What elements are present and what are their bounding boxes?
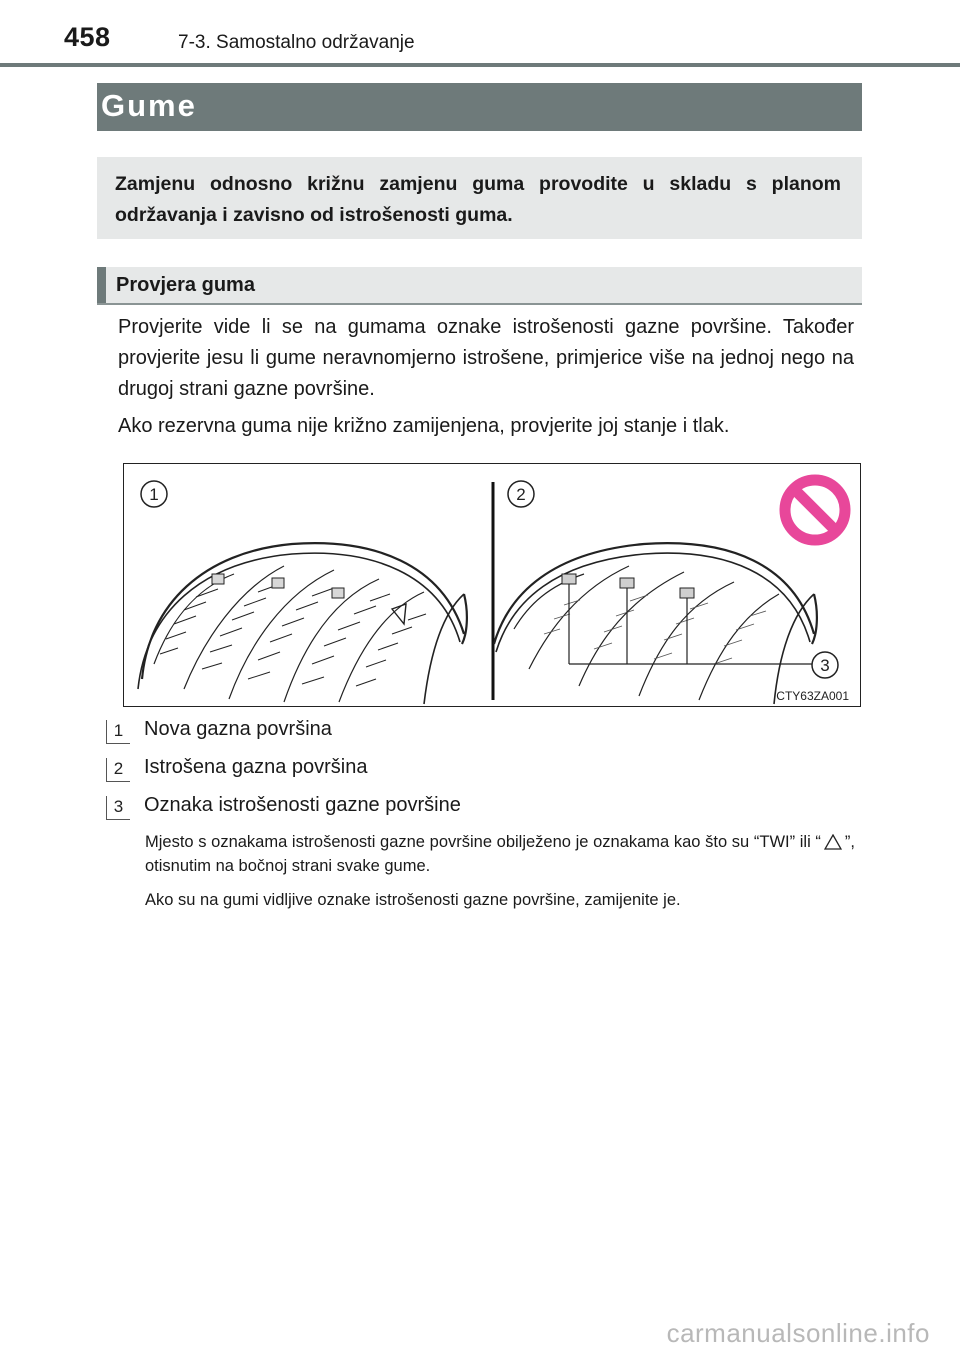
legend-item [104,716,864,754]
chapter-title-bar [97,83,862,131]
note-replace-tire: Ako su na gumi vidljive oznake istrošenosti gazne površine, zamijenite je. [145,891,681,909]
note-twi-location [145,830,855,878]
body-text [118,312,854,448]
worn-tread-tire-drawing [494,543,817,704]
legend-number: 1 [106,720,130,744]
new-tread-tire-drawing [138,543,467,704]
callout-3-label: 3 [820,656,830,675]
watermark: carmanualsonline.info [666,1318,930,1348]
callout-1-label: 1 [149,485,159,504]
legend-text: Oznaka istrošenosti gazne površine [144,794,461,816]
subsection-heading [97,267,862,305]
legend-number: 2 [106,758,130,782]
tire-illustration [123,463,861,707]
legend-number: 3 [106,796,130,820]
callout-3 [812,652,838,678]
callout-2 [508,481,534,507]
header-divider [0,63,960,67]
page-title: Gume [101,88,197,123]
note-text-end: ”, otisnutim na bočnoj strani svake gume. [145,833,855,875]
triangle-mark-icon [824,834,842,850]
subsection-accent [97,267,106,303]
subsection-title: Provjera guma [116,274,255,296]
intro-box [97,157,862,239]
legend-text: Nova gazna površina [144,718,332,740]
prohibition-icon [785,480,845,540]
legend-text: Istrošena gazna površina [144,756,368,778]
note-text-start: Mjesto s oznakama istrošenosti gazne površine obilježeno je oznakama kao što su “TWI” ili “ [145,833,821,851]
legend-item [104,792,864,830]
paragraph-check-wear: Provjerite vide li se na gumama oznake istrošenosti gazne površine. Također provjerite jesu li gume neravnomjerno istrošene, primjerice više na jednoj nego na drugoj strani gazne površine. [118,316,854,400]
paragraph-spare-tire: Ako rezervna guma nije križno zamijenjena, provjerite joj stanje i tlak. [118,415,730,437]
callout-2-label: 2 [516,485,526,504]
intro-text: Zamjenu odnosno križnu zamjenu guma provodite u skladu s planom održavanja i zavisno od istrošenosti guma. [115,173,841,226]
page-number: 458 [64,22,111,52]
legend-item [104,754,864,792]
section-reference: 7-3. Samostalno održavanje [178,32,415,53]
figure-legend [104,716,864,830]
figure-code: CTY63ZA001 [776,689,849,703]
callout-1 [141,481,167,507]
